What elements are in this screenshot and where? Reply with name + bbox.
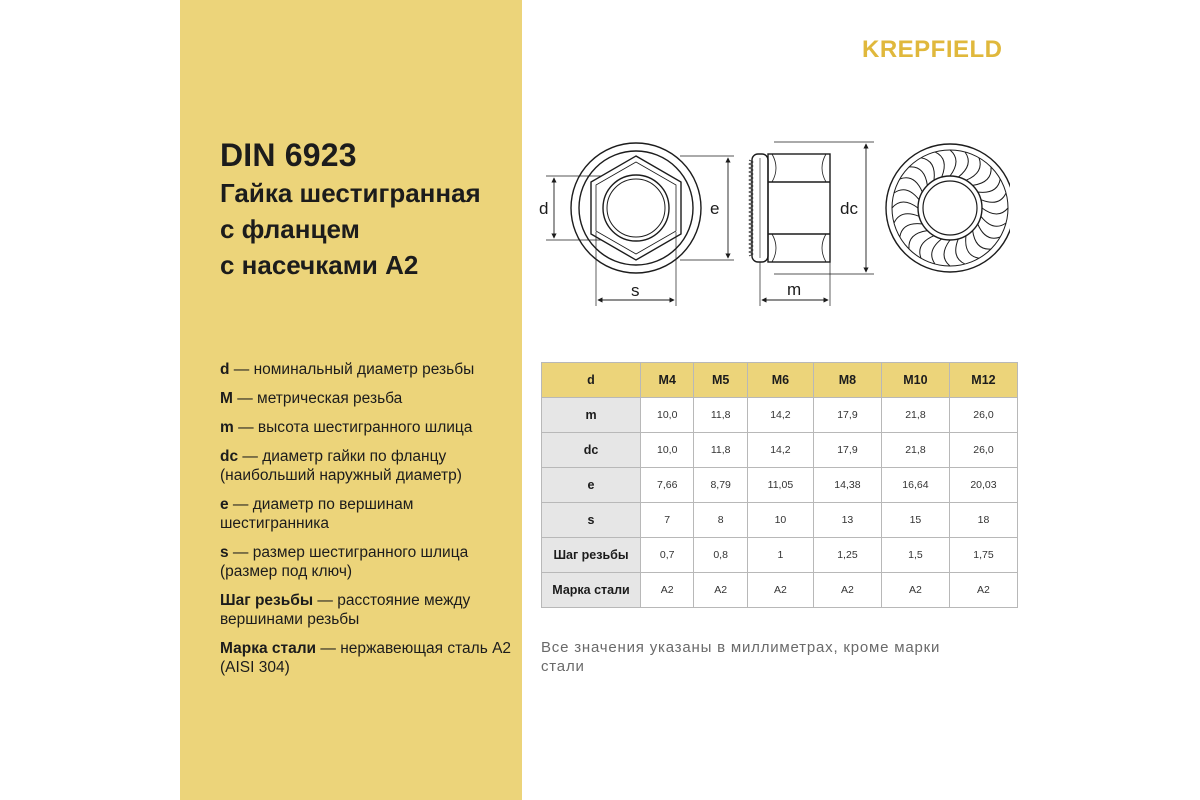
table-row <box>542 468 1018 503</box>
table-cell: 10 <box>747 503 813 538</box>
subtitle-line-2: с фланцем <box>220 214 360 244</box>
table-cell: 26,0 <box>949 433 1017 468</box>
table-row <box>542 573 1018 608</box>
brand-logo: KREPFIELD <box>862 36 1003 63</box>
row-label: m <box>542 398 641 433</box>
definition-text: — диаметр гайки по фланцу (наибольший наружный диаметр) <box>220 448 462 484</box>
row-label: s <box>542 503 641 538</box>
header-cell: d <box>542 363 641 398</box>
definition-term: d <box>220 361 230 378</box>
definition-text: — нержавеющая сталь А2 (AISI 304) <box>220 640 512 676</box>
table-row <box>542 398 1018 433</box>
header-cell: M10 <box>881 363 949 398</box>
definition-term: m <box>220 419 234 436</box>
label-dc: dc <box>840 199 858 218</box>
table-cell: 0,7 <box>641 538 694 573</box>
table-cell: 10,0 <box>641 398 694 433</box>
definition-dc <box>220 447 520 485</box>
row-label: Марка стали <box>542 573 641 608</box>
definition-text: — диаметр по вершинам шестигранника <box>220 496 414 532</box>
technical-drawings <box>530 128 1010 308</box>
table-cell: А2 <box>641 573 694 608</box>
side-view-drawing <box>749 142 874 306</box>
table-cell: А2 <box>813 573 881 608</box>
table-header-row <box>542 363 1018 398</box>
header-cell: M12 <box>949 363 1017 398</box>
table-cell: 26,0 <box>949 398 1017 433</box>
table-cell: А2 <box>747 573 813 608</box>
table-cell: 10,0 <box>641 433 694 468</box>
definition-term: e <box>220 496 229 513</box>
header-cell: M4 <box>641 363 694 398</box>
table-cell: 17,9 <box>813 398 881 433</box>
table-row <box>542 538 1018 573</box>
table-row <box>542 503 1018 538</box>
definition-s <box>220 543 520 581</box>
definition-m <box>220 418 520 437</box>
definition-e <box>220 495 520 533</box>
definitions-list <box>220 360 520 687</box>
table-cell: 1 <box>747 538 813 573</box>
table-cell: 11,8 <box>694 398 747 433</box>
header-cell: M6 <box>747 363 813 398</box>
table-row <box>542 433 1018 468</box>
table-cell: 8,79 <box>694 468 747 503</box>
definition-text: — размер шестигранного шлица (размер под ключ) <box>220 544 469 580</box>
table-cell: 1,25 <box>813 538 881 573</box>
serrated-view-drawing <box>886 144 1010 272</box>
definition-term: dc <box>220 448 239 465</box>
row-label: e <box>542 468 641 503</box>
table-cell: А2 <box>949 573 1017 608</box>
definition-M <box>220 389 520 408</box>
table-cell: А2 <box>694 573 747 608</box>
title-block <box>220 136 520 282</box>
header-cell: M5 <box>694 363 747 398</box>
table-cell: 16,64 <box>881 468 949 503</box>
dimensions-table <box>541 362 1018 608</box>
definition-steel-grade <box>220 639 520 677</box>
subtitle-line-1: Гайка шестигранная <box>220 178 481 208</box>
table-cell: 14,38 <box>813 468 881 503</box>
definition-text: — метрическая резьба <box>232 390 403 407</box>
table-cell: 11,05 <box>747 468 813 503</box>
definition-term: s <box>220 544 229 561</box>
definition-text: — высота шестигранного шлица <box>233 419 473 436</box>
definition-thread-pitch <box>220 591 520 629</box>
label-d: d <box>539 199 549 218</box>
table-cell: 8 <box>694 503 747 538</box>
table-cell: 11,8 <box>694 433 747 468</box>
table-cell: 17,9 <box>813 433 881 468</box>
table-cell: 14,2 <box>747 433 813 468</box>
units-note: Все значения указаны в миллиметрах, кроме марки стали <box>541 639 941 675</box>
table-cell: 7,66 <box>641 468 694 503</box>
definition-text: — расстояние между вершинами резьбы <box>220 592 471 628</box>
label-s: s <box>631 281 640 300</box>
header-cell: M8 <box>813 363 881 398</box>
definition-d <box>220 360 520 379</box>
table-cell: 21,8 <box>881 398 949 433</box>
table-cell: 21,8 <box>881 433 949 468</box>
table-cell: А2 <box>881 573 949 608</box>
subtitle-line-3: с насечками А2 <box>220 250 419 280</box>
table-cell: 0,8 <box>694 538 747 573</box>
table-cell: 18 <box>949 503 1017 538</box>
table-cell: 13 <box>813 503 881 538</box>
label-e: e <box>710 199 720 218</box>
definition-text: — номинальный диаметр резьбы <box>229 361 475 378</box>
table-cell: 1,75 <box>949 538 1017 573</box>
table-cell: 15 <box>881 503 949 538</box>
label-m: m <box>787 280 802 299</box>
definition-term: Шаг резьбы <box>220 592 314 609</box>
table-cell: 20,03 <box>949 468 1017 503</box>
row-label: dc <box>542 433 641 468</box>
definition-term: M <box>220 390 233 407</box>
definition-term: Марка стали <box>220 640 317 657</box>
table-cell: 7 <box>641 503 694 538</box>
page-title: DIN 6923 <box>220 137 357 173</box>
front-view-drawing <box>546 143 734 306</box>
table-cell: 1,5 <box>881 538 949 573</box>
table-cell: 14,2 <box>747 398 813 433</box>
row-label: Шаг резьбы <box>542 538 641 573</box>
